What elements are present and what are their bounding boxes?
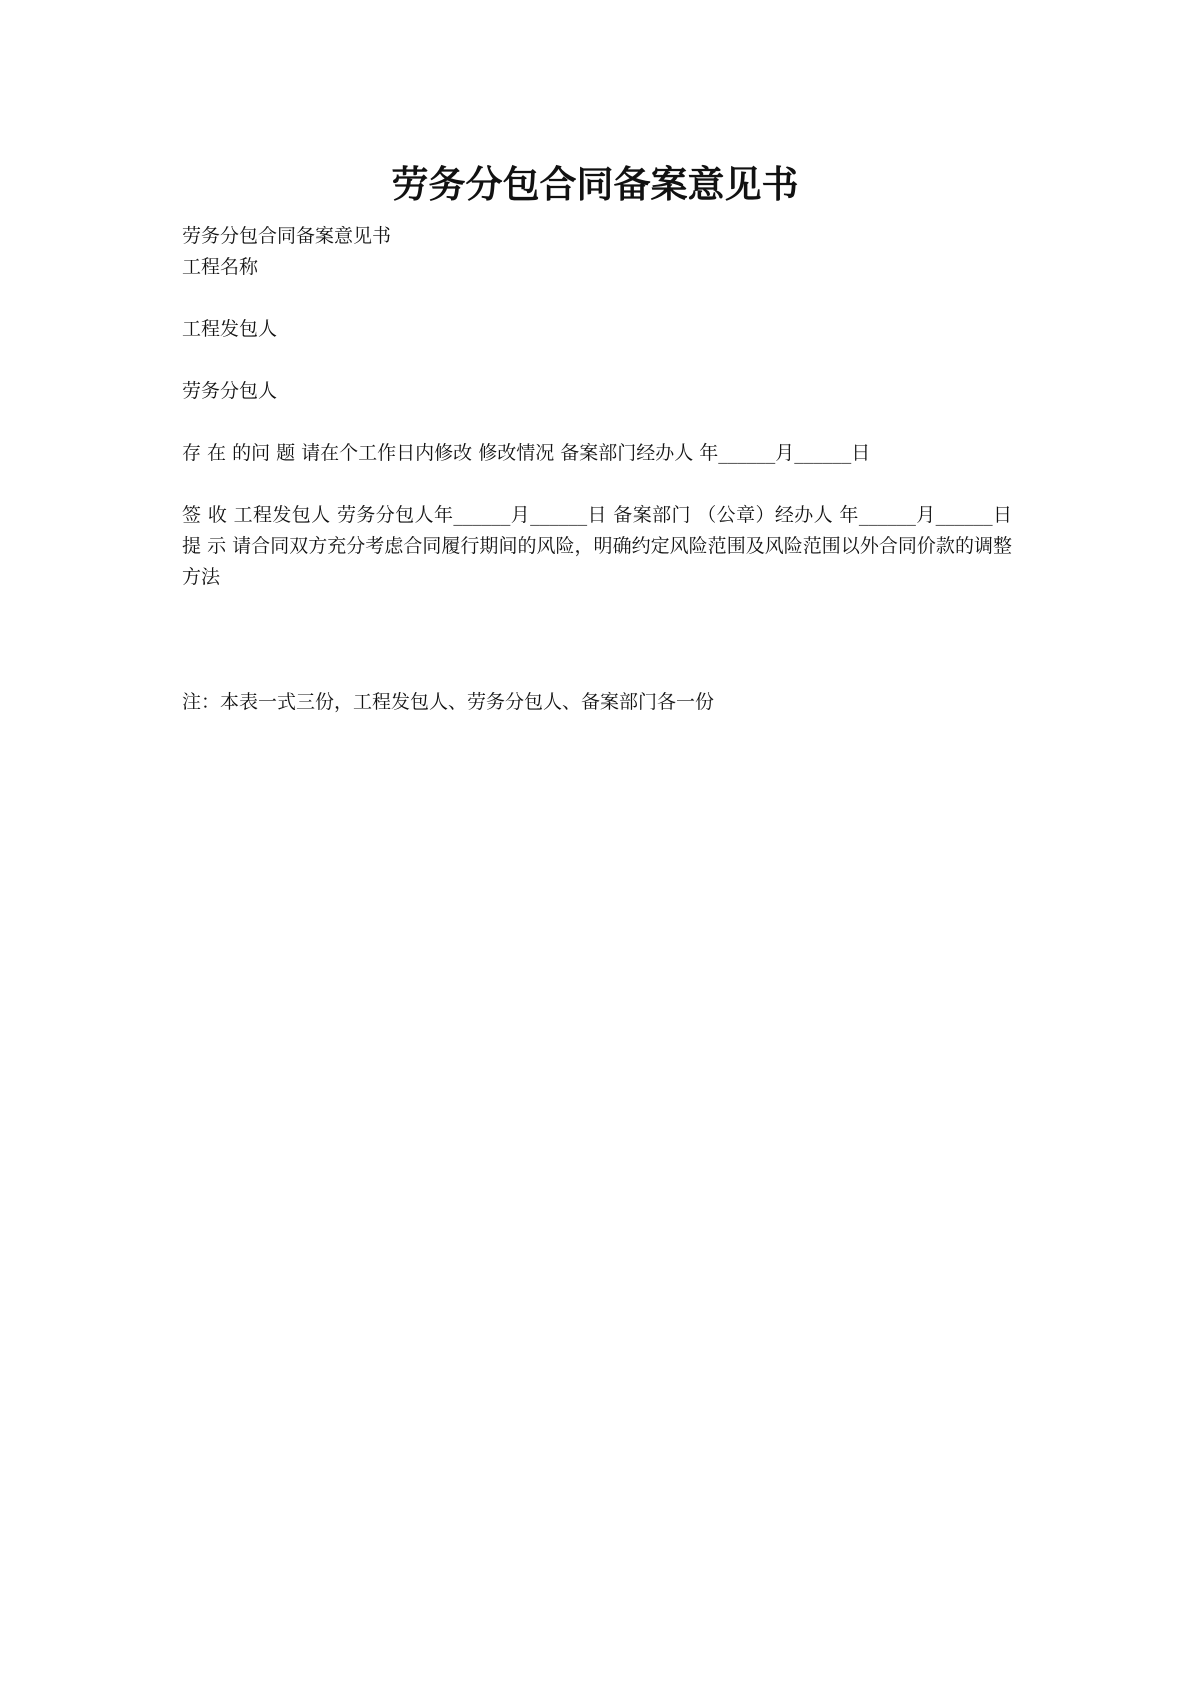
sign-paragraph: 签 收 工程发包人 劳务分包人年______月______日 备案部门 （公章）经办人 年______月______日 提 示 请合同双方充分考虑合同履行期间的风险，明确约定风险范围及风险范围以外合同价款的调整方法 xyxy=(182,504,1012,588)
footnote: 注：本表一式三份，工程发包人、劳务分包人、备案部门各一份 xyxy=(182,691,715,713)
project-name-label: 工程名称 xyxy=(182,256,259,278)
document-title: 劳务分包合同备案意见书 xyxy=(391,163,799,206)
subcontractor-label: 劳务分包人 xyxy=(182,380,278,402)
document-subtitle: 劳务分包合同备案意见书 xyxy=(182,225,392,247)
issues-line: 存 在 的问 题 请在个工作日内修改 修改情况 备案部门经办人 年______月______日 xyxy=(182,442,871,464)
employer-label: 工程发包人 xyxy=(182,318,278,340)
